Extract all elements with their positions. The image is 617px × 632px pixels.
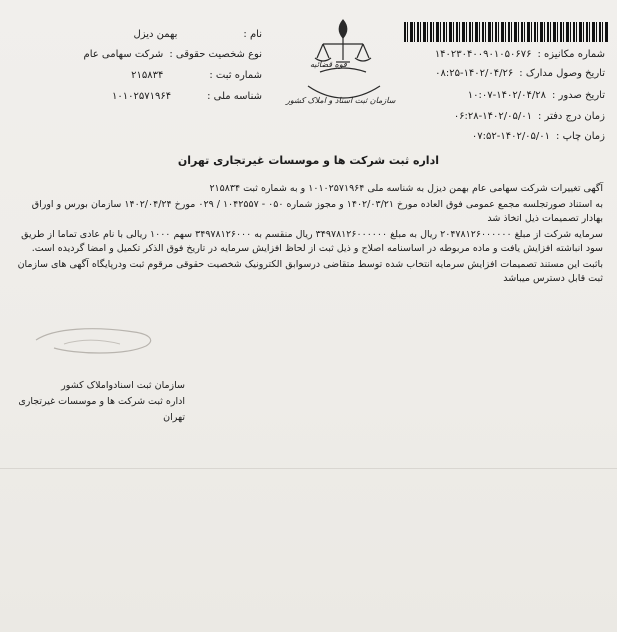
announcement-line-3: سرمایه شرکت از مبلغ ۲۰۴۷۸۱۲۶۰۰۰۰۰۰ ریال به مبلغ ۳۴۹۷۸۱۲۶۰۰۰۰۰۰ ریال منقسم به ۳۴۹۷۸۱۲۶۰۰۰ سهم ۱۰۰۰ ریالی با نام عادی تماما از طریق سود انباشته افزایش یافت و ماده مربوطه در اساسنامه اصلاح و ذیل ثبت از لحاظ افزایش سرمایه در تاریخ فوق الذکر تکمیل و امضا گردیده است. <box>21 229 603 254</box>
receipt-date-label: تاریخ وصول مدارک : <box>519 68 605 79</box>
company-type-value: شرکت سهامی عام <box>83 49 164 60</box>
letter-number-value: ۱۴۰۲۳۰۴۰۰۹۰۱۰۵۰۶۷۶ <box>434 49 532 60</box>
barcode <box>404 22 608 42</box>
letter-number-row <box>435 48 605 62</box>
register-time-label: زمان درج دفتر : <box>538 111 605 122</box>
print-time-value: ۱۴۰۲/۰۵/۰۱-۰۷:۵۲ <box>471 131 551 142</box>
announcement-line-2: به استناد صورتجلسه مجمع عمومی فوق العاده مورخ ۱۴۰۲/۰۳/۲۱ و مجوز شماره ۰۵۰ - ۱۰۴۲۵۵۷ / ۰۲۹ مورخ ۱۴۰۲/۰۴/۲۴ سازمان بورس و اوراق بهادار تصمیمات ذیل اتخاذ شد <box>31 199 603 224</box>
paper-fold <box>0 468 617 469</box>
registration-number-label: شماره ثبت : <box>209 70 262 81</box>
company-name-row <box>133 28 262 42</box>
national-id-value: ۱۰۱۰۲۵۷۱۹۶۴ <box>111 91 172 102</box>
issue-date-label: تاریخ صدور : <box>551 90 605 101</box>
emblem-bottom-text: سازمان ثبت اسناد و املاک کشور <box>286 96 396 105</box>
receipt-date-row <box>435 67 605 81</box>
announcement-body <box>13 182 603 288</box>
national-id-label: شناسه ملی : <box>207 91 262 102</box>
receipt-date-value: ۱۴۰۲/۰۴/۲۶-۰۸:۲۵ <box>435 68 514 79</box>
registration-number-row <box>131 69 262 83</box>
company-name-label: نام : <box>243 29 262 40</box>
letter-number-label: شماره مکانیزه : <box>537 49 605 60</box>
signature-mark <box>24 318 164 368</box>
office-heading: اداره ثبت شرکت ها و موسسات غیرتجاری تهران <box>177 154 439 167</box>
national-id-row <box>112 90 262 104</box>
issue-date-row <box>468 89 605 103</box>
announcement-line-4: باثبت این مستند تصمیمات افزایش سرمایه انتخاب شده توسط متقاضی درسوابق الکترونیک شخصیت حقوقی مرقوم ثبت ودرپایگاه آگهی های سازمان ثبت قابل دسترس میباشد <box>17 259 603 284</box>
company-name-value: بهمن دیزل <box>133 29 178 40</box>
register-time-value: ۱۴۰۲/۰۵/۰۱-۰۶:۲۸ <box>453 111 532 122</box>
footer-line-2: اداره ثبت شرکت ها و موسسات غیرتجاری تهران <box>18 396 185 423</box>
issue-date-value: ۱۴۰۲/۰۴/۲۸-۱۰:۰۷ <box>467 90 546 101</box>
registration-number-value: ۲۱۵۸۳۴ <box>131 70 164 81</box>
emblem-top-text: قوه قضائیه <box>310 60 347 69</box>
signatory-footer <box>0 378 185 426</box>
print-time-row <box>472 130 605 144</box>
register-time-row <box>454 110 605 124</box>
announcement-line-1: آگهی تغییرات شرکت سهامی عام بهمن دیزل به شناسه ملی ۱۰۱۰۲۵۷۱۹۶۴ و به شماره ثبت ۲۱۵۸۳۴ <box>209 183 603 194</box>
company-type-label: نوع شخصیت حقوقی : <box>169 49 262 60</box>
print-time-label: زمان چاپ : <box>556 131 605 142</box>
company-type-row <box>84 48 262 62</box>
footer-line-1: سازمان ثبت اسنادواملاک کشور <box>61 380 185 391</box>
